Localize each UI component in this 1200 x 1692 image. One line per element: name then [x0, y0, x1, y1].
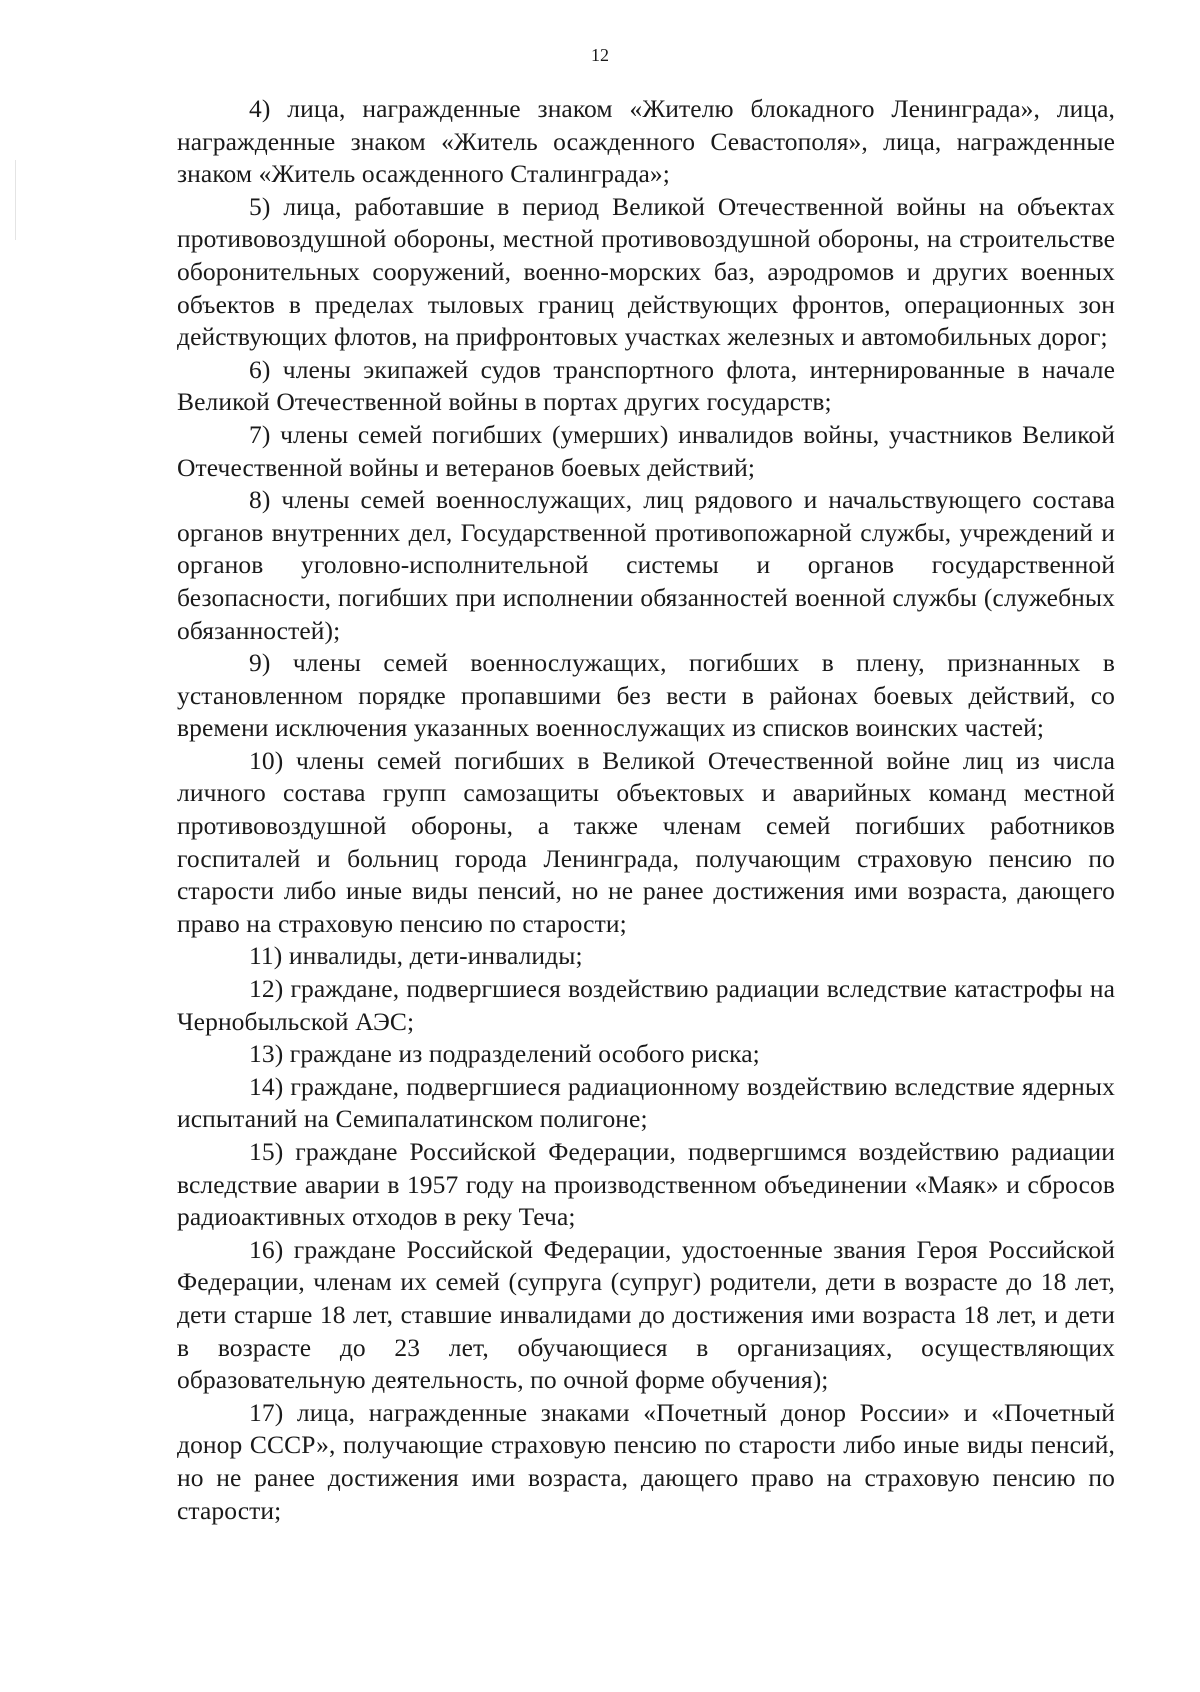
list-item-10: 10) члены семей погибших в Великой Отечественной войне лиц из числа личного состава групп самозащиты объектовых и аварийных команд местной противовоздушной обороны, а также членам семей погибших работников госпиталей и больниц города Ленинграда, получающим страховую пенсию по старости либо иные виды пенсий, но не ранее достижения ими возраста, дающего право на страховую пенсию по старости; — [177, 745, 1115, 938]
page-number: 12 — [591, 45, 609, 65]
list-item-14: 14) граждане, подвергшиеся радиационному воздействию вследствие ядерных испытаний на Семипалатинском полигоне; — [177, 1071, 1115, 1134]
list-item-15: 15) граждане Российской Федерации, подвергшимся воздействию радиации вследствие аварии в 1957 году на производственном объединении «Маяк» и сбросов радиоактивных отходов в реку Теча; — [177, 1137, 1115, 1232]
list-item-9: 9) члены семей военнослужащих, погибших в плену, признанных в установленном порядке пропавшими без вести в районах боевых действий, со времени исключения указанных военнослужащих из списков воинских частей; — [177, 648, 1115, 743]
scan-margin-mark — [15, 160, 16, 240]
list-item-4: 4) лица, награжденные знаком «Жителю блокадного Ленинграда», лица, награжденные знаком «Житель осажденного Севастополя», лица, награжденные знаком «Житель осажденного Сталинграда»; — [177, 94, 1115, 189]
list-item-17: 17) лица, награжденные знаками «Почетный донор России» и «Почетный донор СССР», получающие страховую пенсию по старости либо иные виды пенсий, но не ранее достижения ими возраста, дающего право на страховую пенсию по старости; — [177, 1397, 1115, 1525]
list-item-13: 13) граждане из подразделений особого риска; — [249, 1039, 760, 1069]
list-item-7: 7) члены семей погибших (умерших) инвалидов войны, участников Великой Отечественной войны и ветеранов боевых действий; — [177, 419, 1115, 482]
list-item-6: 6) члены экипажей судов транспортного флота, интернированные в начале Великой Отечественной войны в портах других государств; — [177, 354, 1115, 417]
list-item-12: 12) граждане, подвергшиеся воздействию радиации вследствие катастрофы на Чернобыльской АЭС; — [177, 974, 1115, 1036]
list-item-5: 5) лица, работавшие в период Великой Отечественной войны на объектах противовоздушной обороны, местной противовоздушной обороны, на строительстве оборонительных сооружений, военно-морских баз, аэродромов и других военных объектов в пределах тыловых границ действующих фронтов, операционных зон действующих флотов, на прифронтовых участках железных и автомобильных дорог; — [177, 191, 1115, 352]
document-body — [177, 93, 1115, 1527]
list-item-11: 11) инвалиды, дети-инвалиды; — [249, 941, 583, 971]
list-item-16: 16) граждане Российской Федерации, удостоенные звания Героя Российской Федерации, членам их семей (супруга (супруг) родители, дети в возрасте до 18 лет, дети старше 18 лет, ставшие инвалидами до достижения ими возраста 18 лет, и дети в возрасте до 23 лет, обучающиеся в организациях, осуществляющих образовательную деятельность, по очной форме обучения); — [177, 1234, 1115, 1395]
list-item-8: 8) члены семей военнослужащих, лиц рядового и начальствующего состава органов внутренних дел, Государственной противопожарной службы, учреждений и органов уголовно-исполнительной системы и органов государственной безопасности, погибших при исполнении обязанностей военной службы (служебных обязанностей); — [177, 485, 1115, 645]
